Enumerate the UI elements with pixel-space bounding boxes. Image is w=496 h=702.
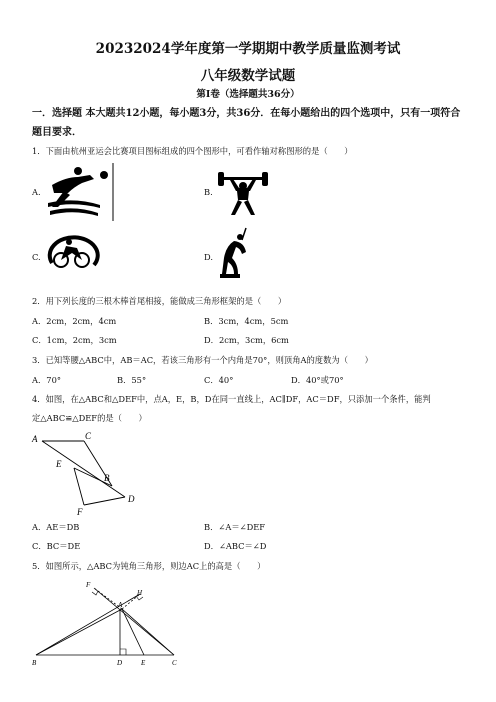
q5-label-h: H [137, 589, 143, 597]
q4-option-c: C．BC＝DE [32, 541, 81, 551]
q2-option-b: B．3cm，4cm，5cm [204, 316, 289, 326]
q4-label-c: C [85, 431, 92, 441]
q3-option-a: A．70° [32, 375, 61, 385]
q1-option-b-label: B. [204, 187, 213, 197]
q4-option-a: A．AE＝DB [32, 522, 80, 532]
q5-geometry-figure [28, 578, 188, 670]
volleyball-icon [44, 163, 118, 221]
q3-option-d: D．40°或70° [291, 375, 344, 385]
q2-option-d: D．2cm，3cm，6cm [204, 335, 289, 345]
question-1-stem: 1．下面由杭州亚运会比赛项目图标组成的四个图形中，可看作轴对称图形的是（ ） [32, 146, 353, 156]
golf-icon [218, 228, 258, 286]
question-4-stem-line1: 4．如图，在△ABC和△DEF中，点A，E，B，D在同一直线上，AC∥DF，AC＝DF，只添加一个条件，能判 [32, 394, 431, 404]
q5-label-d: D [117, 659, 123, 667]
q4-option-d: D．∠ABC＝∠D [204, 541, 267, 551]
q3-option-c: C．40° [204, 375, 234, 385]
q4-label-e: E [56, 459, 62, 469]
weightlifting-icon [218, 170, 268, 216]
question-3-stem: 3．已知等腰△ABC中，AB＝AC，若该三角形有一个内角是70°，则顶角A的度数为（ ） [32, 355, 373, 365]
q1-option-a-label: A. [32, 187, 41, 197]
q4-label-d: D [128, 494, 135, 504]
question-2-stem: 2．用下列长度的三根木棒首尾相接，能做成三角形框架的是（ ） [32, 296, 287, 306]
q1-option-d-label: D. [204, 252, 213, 262]
question-5-stem: 5．如图所示，△ABC为钝角三角形，则边AC上的高是（ ） [32, 561, 266, 571]
q1-option-c-label: C. [32, 252, 41, 262]
question-4-stem-line2: 定△ABC≌△DEF的是（ ） [32, 413, 147, 423]
q5-label-f: F [86, 581, 91, 589]
q5-label-e: E [141, 659, 146, 667]
cycling-icon [44, 233, 100, 275]
q4-label-a: A [32, 434, 38, 444]
q5-label-b: B [32, 659, 37, 667]
q4-geometry-figure [30, 430, 170, 520]
q3-option-b: B．55° [117, 375, 147, 385]
exam-title: 20232024学年度第一学期期中教学质量监测考试 [95, 41, 401, 57]
section-instructions-line2: 题目要求． [32, 127, 82, 138]
q2-option-c: C．1cm，2cm，3cm [32, 335, 117, 345]
subject-title: 八年级数学试题 [200, 68, 296, 84]
q5-label-a: A [118, 601, 123, 609]
part-title: 第I卷（选择题共36分） [196, 89, 300, 100]
section-instructions-line1: 一．选择题 本大题共12小题，每小题3分，共36分．在每小题给出的四个选项中，只有一项符合 [32, 108, 461, 119]
q4-option-b: B．∠A＝∠DEF [204, 522, 266, 532]
q4-label-f: F [77, 507, 83, 517]
q5-label-c: C [172, 659, 177, 667]
q2-option-a: A．2cm，2cm，4cm [32, 316, 117, 326]
q4-label-b: B [104, 473, 110, 483]
